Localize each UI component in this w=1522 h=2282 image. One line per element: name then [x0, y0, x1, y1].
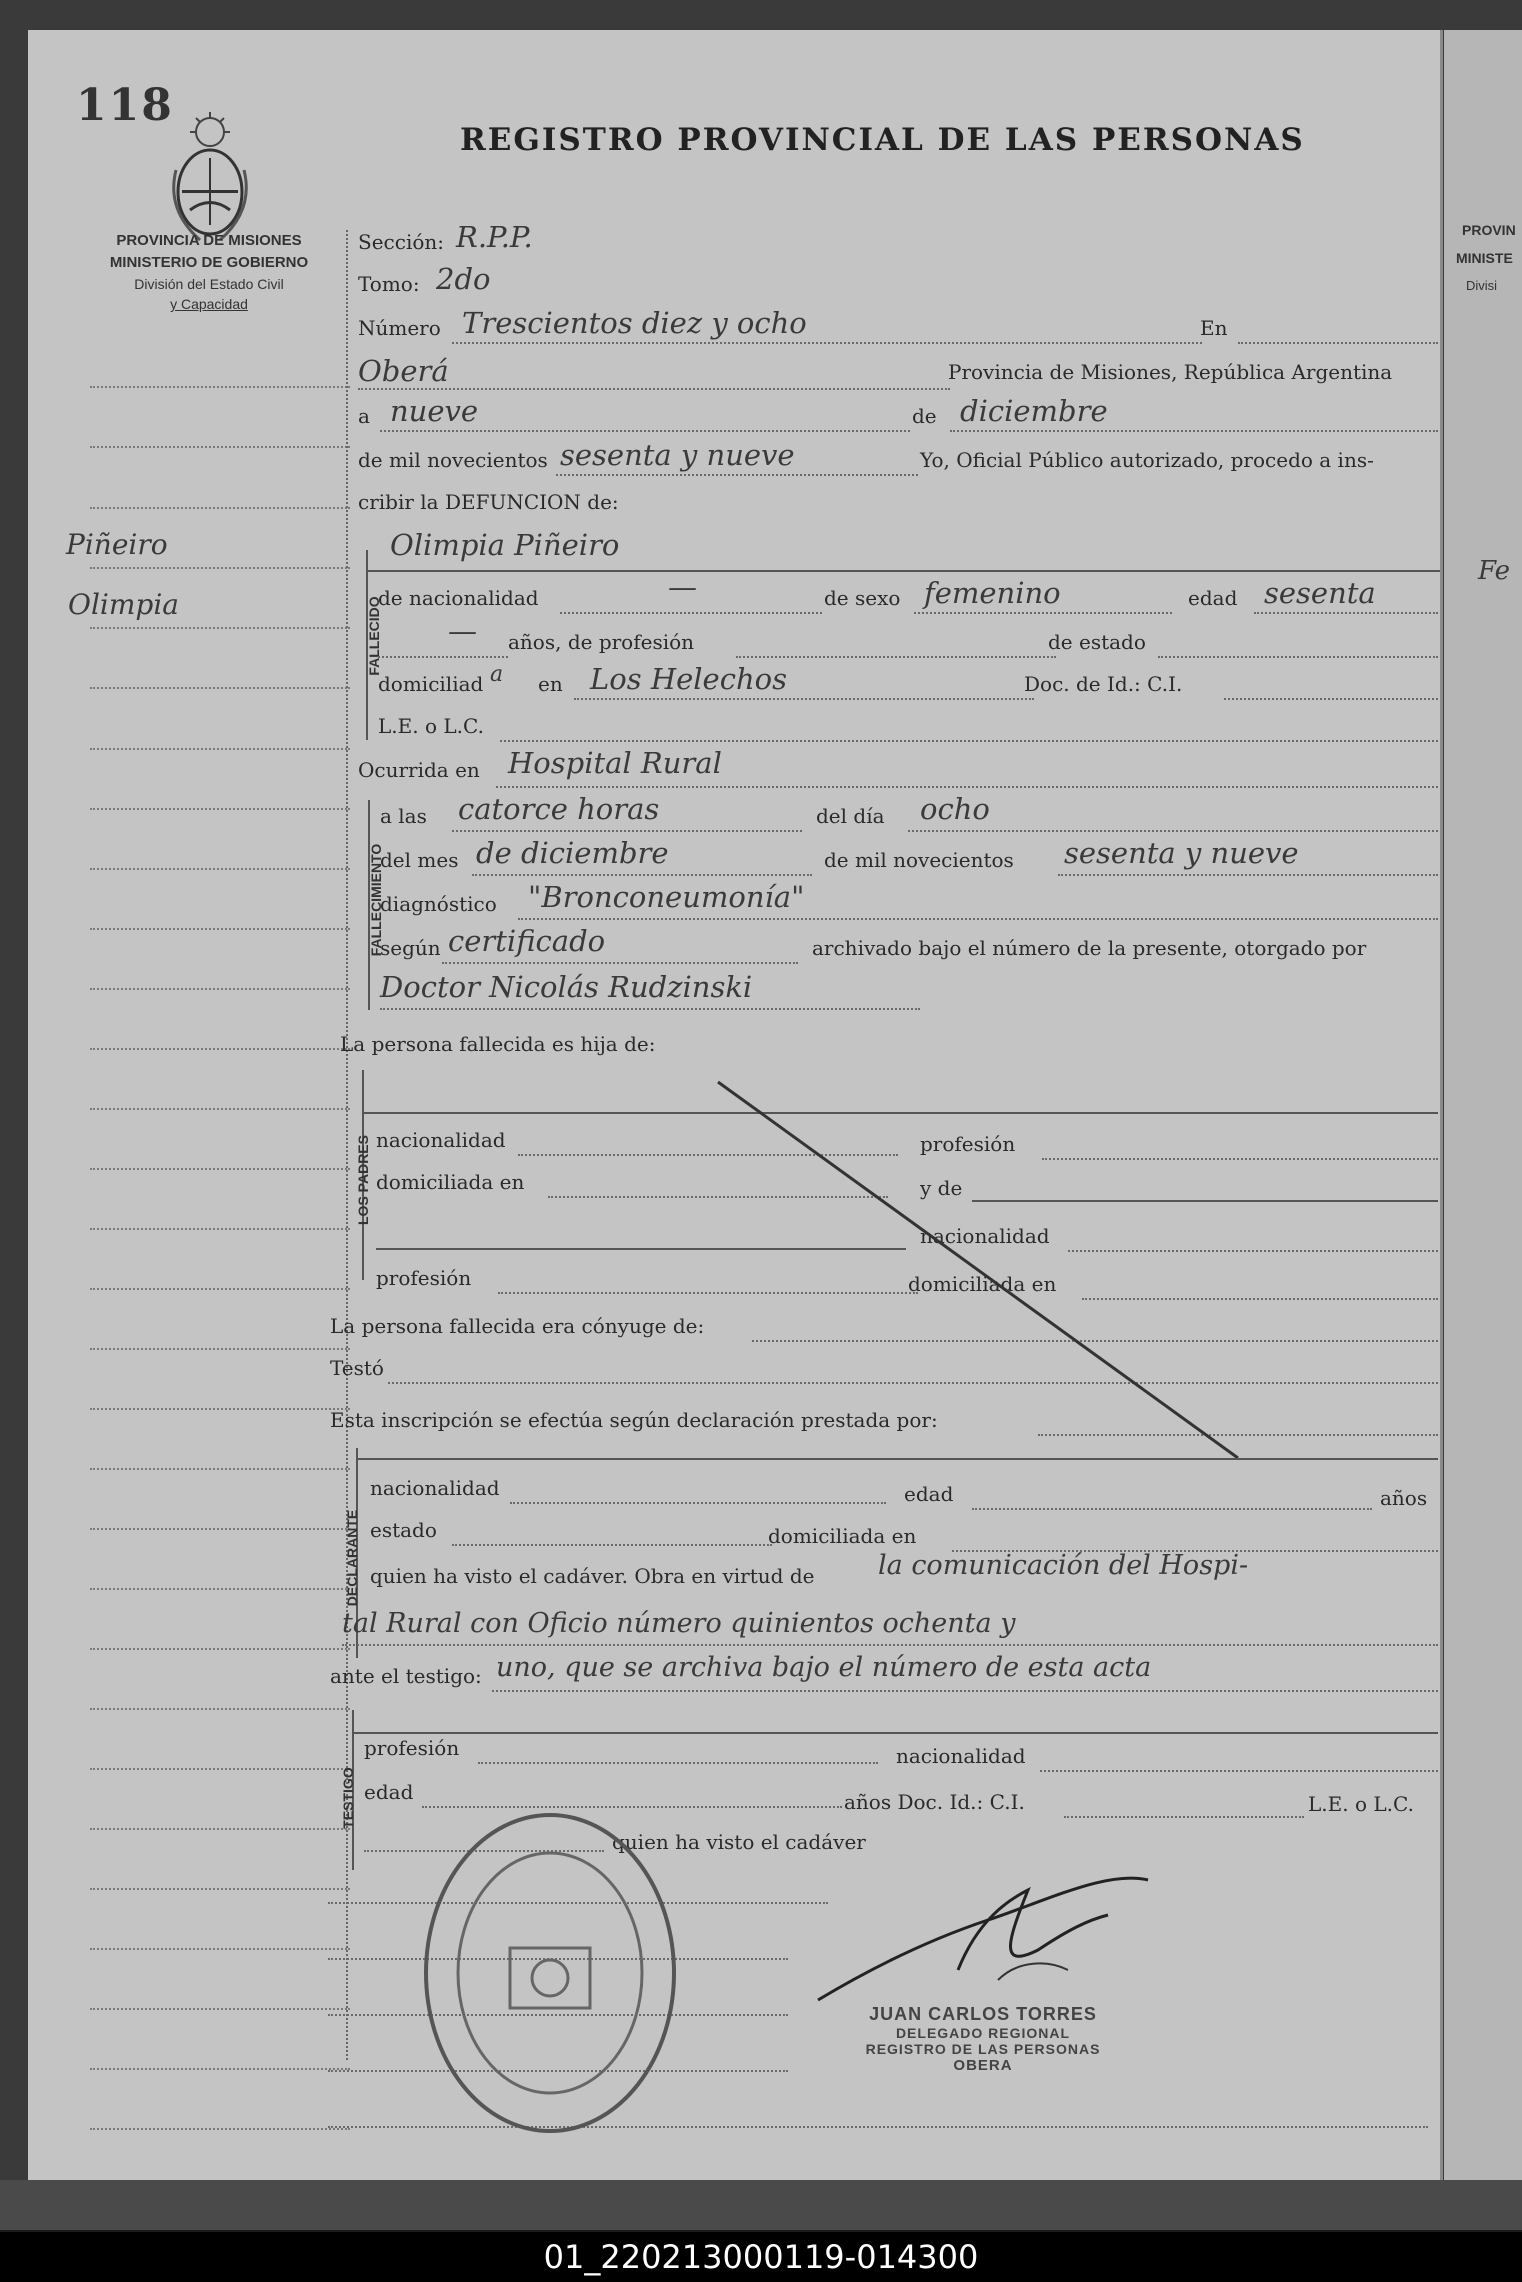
domicilio-suffix: a — [490, 662, 504, 687]
signer-office: REGISTRO DE LAS PERSONAS — [865, 2041, 1101, 2057]
padres-profesion2-label: profesión — [376, 1266, 472, 1290]
segun-label: según — [380, 936, 441, 960]
adjacent-page — [1444, 30, 1522, 2180]
signer-name: JUAN CARLOS TORRES — [869, 2004, 1097, 2024]
conyuge-label: La persona fallecida era cónyuge de: — [330, 1314, 705, 1338]
domicilio-en: en — [538, 672, 563, 696]
testigo-visto-text: quien ha visto el cadáver — [612, 1830, 866, 1854]
dia-prefix: a — [358, 404, 370, 428]
declarante-domiciliada-label: domiciliada en — [768, 1524, 917, 1548]
mes-prefix: de — [912, 404, 937, 428]
page-number: 118 — [76, 80, 174, 131]
testigo-edad-label: edad — [364, 1780, 414, 1804]
ocurrida-label: Ocurrida en — [358, 758, 480, 782]
declarante-section-label: DECLARANTE — [344, 1509, 360, 1607]
declarante-estado-label: estado — [370, 1518, 437, 1542]
declarante-hw-line1: la comunicación del Hospi- — [878, 1550, 1249, 1581]
adjacent-page-handwriting: Fe — [1478, 556, 1511, 586]
padres-domiciliada2-label: domiciliada en — [908, 1272, 1057, 1296]
testigo-profesion-line — [478, 1762, 878, 1764]
testo-label: Testó — [330, 1356, 384, 1380]
signer-location: OBERA — [953, 2057, 1013, 2074]
segun-value: certificado — [448, 924, 606, 958]
declarante-nacionalidad-label: nacionalidad — [370, 1476, 500, 1500]
en-label: En — [1200, 316, 1228, 340]
fallecimiento-section-label: FALLECIMIENTO — [368, 843, 384, 957]
fallecido-nombre: Olimpia Piñeiro — [390, 528, 620, 562]
document-title: REGISTRO PROVINCIAL DE LAS PERSONAS — [460, 122, 1305, 158]
domicilio-value: Los Helechos — [590, 662, 787, 696]
edad-value: sesenta — [1264, 576, 1376, 610]
testigo-nacionalidad-label: nacionalidad — [896, 1744, 1026, 1768]
anio-value: sesenta y nueve — [560, 438, 795, 472]
signature-stamp — [818, 2004, 1148, 2074]
diagnostico-value: "Bronconeumonía" — [528, 880, 805, 914]
padres-nacionalidad-label: nacionalidad — [376, 1128, 506, 1152]
declarante-name-line — [358, 1458, 1438, 1460]
numero-value: Trescientos diez y ocho — [462, 306, 807, 340]
testigo-section-label: TESTIGO — [340, 1767, 356, 1829]
anios-prefix-value: — — [448, 614, 477, 648]
declarante-nacionalidad-line — [510, 1502, 886, 1504]
archivado-text: archivado bajo el número de la presente, otorgado por — [812, 936, 1367, 960]
inscripcion-text: Esta inscripción se efectúa según declaración prestada por: — [330, 1408, 938, 1432]
declarante-edad-line — [972, 1508, 1372, 1510]
edad-label: edad — [1188, 586, 1238, 610]
testigo-intro-label: ante el testigo: — [330, 1664, 482, 1688]
nacionalidad-value: — — [668, 570, 697, 604]
provincia-text: Provincia de Misiones, República Argentina — [948, 360, 1393, 384]
authority-division: División del Estado Civil — [134, 276, 284, 292]
authority-province: PROVINCIA DE MISIONES — [116, 232, 302, 249]
doctor-value: Doctor Nicolás Rudzinski — [380, 970, 753, 1004]
fallecido-section-label: FALLECIDO — [366, 596, 382, 676]
horas-value: catorce horas — [458, 792, 660, 826]
authority-capacity: y Capacidad — [170, 296, 248, 312]
testigo-profesion-label: profesión — [364, 1736, 460, 1760]
testigo-name-line — [354, 1732, 1438, 1734]
nacionalidad-label: de nacionalidad — [378, 586, 539, 610]
adjacent-page-head-1: PROVIN — [1462, 222, 1516, 238]
adjacent-page-head-3: Divisi — [1466, 278, 1498, 293]
image-caption: 01_220213000119-014300 — [0, 2232, 1522, 2282]
authority-ministry: MINISTERIO DE GOBIERNO — [109, 254, 309, 271]
dia-del-label: del día — [816, 804, 885, 828]
tomo-value: 2do — [436, 262, 491, 296]
doc-label: Doc. de Id.: C.I. — [1024, 672, 1183, 696]
scan-bottom-edge — [0, 2180, 1522, 2230]
testigo-doc-line — [1064, 1816, 1304, 1818]
seccion-value: R.P.P. — [456, 220, 533, 254]
testigo-nacionalidad-line — [1040, 1770, 1438, 1772]
adjacent-page-head-2: MINISTE — [1456, 250, 1513, 266]
testigo-le-label: L.E. o L.C. — [1308, 1792, 1414, 1816]
official-round-seal — [420, 1808, 680, 2138]
mil-novecientos-label: de mil novecientos — [358, 448, 548, 472]
mes-del-value: de diciembre — [476, 836, 669, 870]
tomo-label: Tomo: — [358, 272, 420, 296]
padres-section-label: LOS PADRES — [355, 1135, 371, 1225]
declarante-edad-label: edad — [904, 1482, 954, 1506]
padres-profesion-label: profesión — [920, 1132, 1016, 1156]
mes-value: diciembre — [960, 394, 1108, 428]
declarante-visto-text: quien ha visto el cadáver. Obra en virtud de — [370, 1564, 815, 1588]
numero-label: Número — [358, 316, 441, 340]
declarante-hw-line — [342, 1644, 1438, 1646]
horas-label: a las — [380, 804, 427, 828]
fallecimiento-mil-label: de mil novecientos — [824, 848, 1014, 872]
padres-nacionalidad2-label: nacionalidad — [920, 1224, 1050, 1248]
margin-given-name: Olimpia — [68, 588, 179, 621]
padres-intro: La persona fallecida es hija de: — [340, 1032, 656, 1056]
oficial-text: Yo, Oficial Público autorizado, procedo a ins- — [920, 448, 1374, 472]
inscribir-text: cribir la DEFUNCION de: — [358, 490, 619, 514]
testigo-doc-label: años Doc. Id.: C.I. — [844, 1790, 1025, 1814]
declarante-hw-line3: uno, que se archiva bajo el número de esta acta — [496, 1652, 1152, 1683]
margin-surname: Piñeiro — [66, 528, 168, 561]
padres-y-de-label: y de — [920, 1176, 963, 1200]
sexo-value: femenino — [924, 576, 1061, 610]
mes-del-label: del mes — [380, 848, 459, 872]
dia-del-value: ocho — [920, 792, 990, 826]
fallecimiento-anio: sesenta y nueve — [1064, 836, 1299, 870]
estado-label: de estado — [1048, 630, 1146, 654]
handwritten-signature — [808, 1860, 1168, 2010]
padres-domiciliada-label: domiciliada en — [376, 1170, 525, 1194]
profesion-label: años, de profesión — [508, 630, 695, 654]
declarante-estado-line — [452, 1544, 772, 1546]
signer-title: DELEGADO REGIONAL — [895, 2025, 1071, 2041]
diagnostico-label: diagnóstico — [380, 892, 497, 916]
ocurrida-value: Hospital Rural — [508, 746, 722, 780]
declarante-anios-label: años — [1380, 1486, 1428, 1510]
lugar-value: Oberá — [358, 354, 449, 388]
testigo-intro-line — [492, 1690, 1438, 1692]
dia-value: nueve — [390, 394, 479, 428]
domicilio-label: domiciliad — [378, 672, 484, 696]
register-page — [28, 30, 1443, 2180]
seccion-label: Sección: — [358, 230, 444, 254]
sexo-label: de sexo — [824, 586, 901, 610]
declarante-hw-line2: tal Rural con Oficio número quinientos ochenta y — [342, 1608, 1016, 1639]
cancellation-stroke — [28, 30, 1440, 2180]
le-label: L.E. o L.C. — [378, 714, 484, 738]
